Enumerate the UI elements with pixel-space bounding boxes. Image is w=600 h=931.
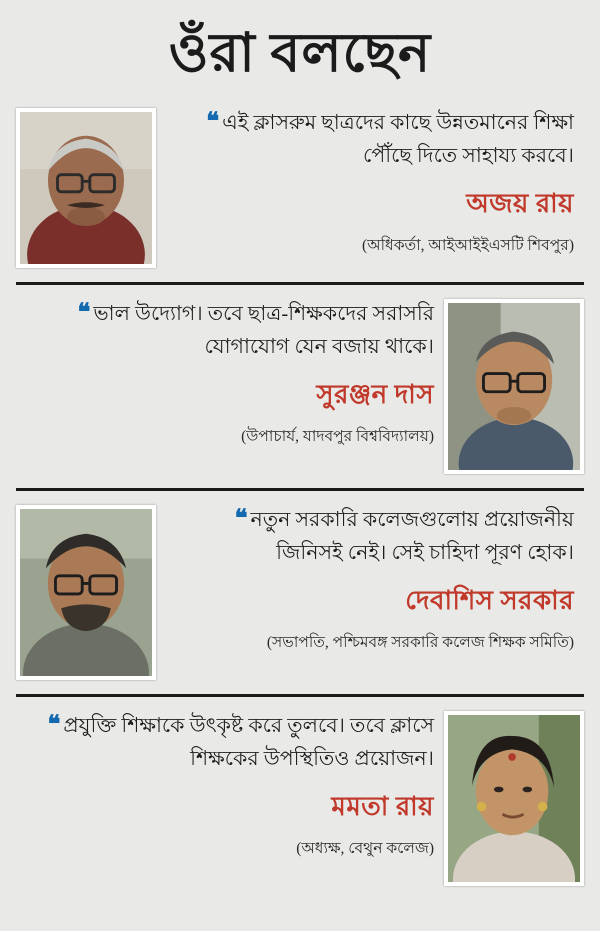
- speaker-affiliation-4: (অধ্যক্ষ, বেথুন কলেজ): [296, 840, 434, 858]
- speaker-affiliation-1: (অধিকর্তা, আইআইইএসটি শিবপুর): [361, 237, 574, 255]
- quote-block-3: [0, 491, 600, 690]
- speaker-name-3: দেবাশিস সরকার: [405, 586, 574, 616]
- quote-text-1: ❝ এই ক্লাসরুম ছাত্রদের কাছে উন্নতমানের শিক্ষা পৌঁছে দিতে সাহায্য করবে।: [206, 109, 574, 168]
- quote-mark-icon: ❝: [47, 712, 61, 739]
- quote-block-1: [0, 94, 600, 278]
- quote-text-4: ❝ প্রযুক্তি শিক্ষাকে উৎকৃষ্ট করে তুলবে। তবে ক্লাসে শিক্ষকের উপস্থিতিও প্রয়োজন।: [47, 712, 434, 771]
- quote-mark-icon: ❝: [234, 506, 248, 533]
- quote-text-col-2: [16, 293, 444, 450]
- portrait-photo-debashis-sarkar: [16, 505, 156, 680]
- quote-mark-icon: ❝: [206, 109, 220, 136]
- quote-text-col-4: [16, 705, 444, 862]
- quote-text-2: ❝ ভাল উদ্যোগ। তবে ছাত্র-শিক্ষকদের সরাসরি যোগাযোগ যেন বজায় থাকে।: [77, 300, 434, 359]
- quote-text-col-1: [156, 102, 584, 259]
- speaker-name-1: অজয় রায়: [466, 189, 574, 219]
- quote-block-4: [0, 697, 600, 896]
- speaker-name-2: সুরঞ্জন দাস: [316, 380, 434, 410]
- portrait-photo-ajay-ray: [16, 108, 156, 268]
- quote-block-2: [0, 285, 600, 484]
- page-title: ওঁরা বলছেন: [168, 23, 432, 83]
- quote-text-3: ❝ নতুন সরকারি কলেজগুলোয় প্রয়োজনীয় জিনিসই নেই। সেই চাহিদা পূরণ হোক।: [234, 506, 574, 565]
- speaker-name-4: মমতা রায়: [331, 792, 434, 822]
- portrait-photo-suranjan-das: [444, 299, 584, 474]
- quote-text-col-3: [156, 499, 584, 656]
- speaker-affiliation-2: (উপাচার্য, যাদবপুর বিশ্ববিদ্যালয়): [241, 428, 434, 446]
- quote-mark-icon: ❝: [77, 300, 91, 327]
- speaker-affiliation-3: (সভাপতি, পশ্চিমবঙ্গ সরকারি কলেজ শিক্ষক সমিতি): [266, 634, 574, 652]
- portrait-photo-mamata-ray: [444, 711, 584, 886]
